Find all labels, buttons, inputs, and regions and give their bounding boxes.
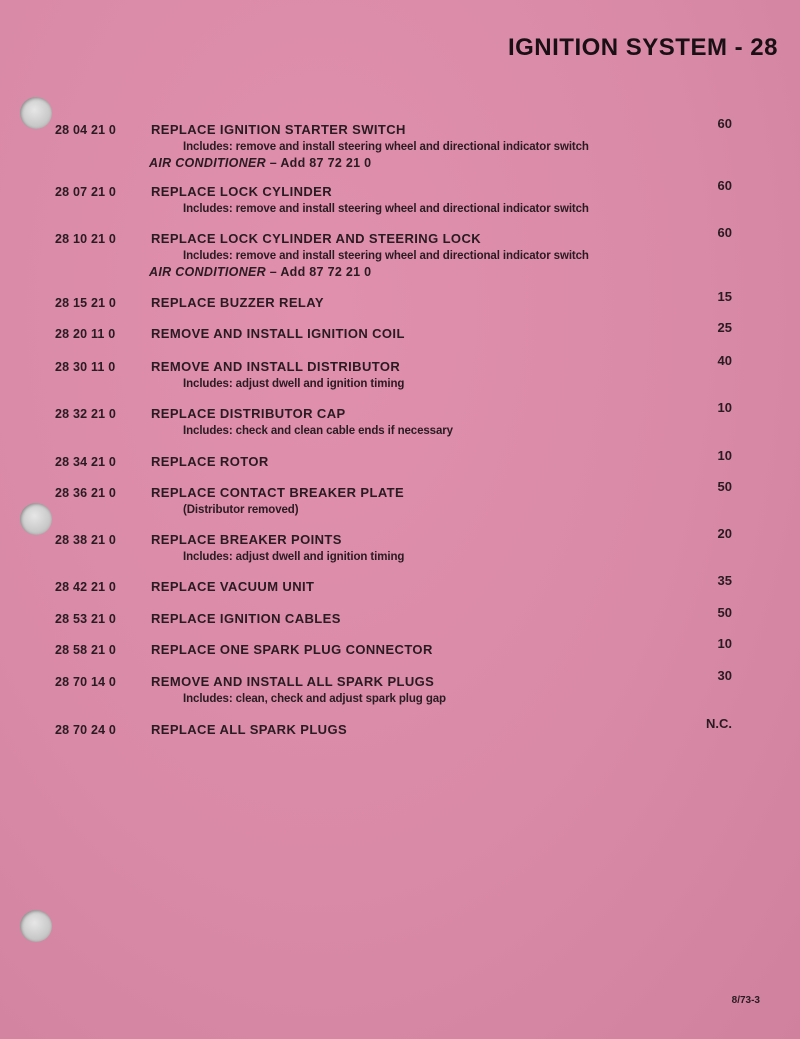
binder-hole [20, 503, 52, 535]
ac-text: – Add 87 72 21 0 [266, 156, 372, 170]
operation-time: 60 [717, 116, 732, 131]
air-conditioner-note [149, 155, 371, 171]
operation-code: 28 36 21 0 [55, 486, 117, 500]
operation-title: REMOVE AND INSTALL ALL SPARK PLUGS [151, 674, 435, 689]
operation-code: 28 38 21 0 [55, 533, 117, 547]
operation-time: 35 [717, 573, 732, 588]
operation-note: Includes: remove and install steering wheel and directional indicator switch [183, 141, 589, 153]
operation-note: Includes: check and clean cable ends if necessary [183, 425, 453, 437]
operation-time: 50 [717, 479, 732, 494]
operation-note: Includes: clean, check and adjust spark plug gap [183, 693, 446, 705]
operation-time: N.C. [706, 716, 732, 731]
operation-time: 10 [717, 636, 732, 651]
operation-code: 28 70 14 0 [55, 675, 117, 689]
operation-title: REMOVE AND INSTALL DISTRIBUTOR [151, 359, 401, 374]
operation-title: REPLACE BREAKER POINTS [151, 532, 342, 547]
operation-time: 60 [717, 178, 732, 193]
ac-label: AIR CONDITIONER [149, 265, 266, 279]
binder-hole [20, 910, 52, 942]
page-title: IGNITION SYSTEM - 28 [507, 34, 778, 61]
operation-title: REPLACE LOCK CYLINDER [151, 184, 333, 199]
operation-time: 10 [717, 400, 732, 415]
operation-note: (Distributor removed) [183, 504, 299, 516]
operation-time: 15 [717, 289, 732, 304]
operation-time: 60 [717, 225, 732, 240]
operation-title: REPLACE BUZZER RELAY [151, 295, 324, 310]
ac-text: – Add 87 72 21 0 [266, 265, 372, 279]
operation-code: 28 04 21 0 [55, 123, 117, 137]
operation-title: REPLACE ROTOR [151, 454, 269, 469]
operation-code: 28 70 24 0 [55, 723, 117, 737]
operation-title: REPLACE IGNITION STARTER SWITCH [151, 122, 406, 137]
operation-code: 28 58 21 0 [55, 643, 117, 657]
operation-title: REPLACE DISTRIBUTOR CAP [151, 406, 346, 421]
operation-title: REPLACE ONE SPARK PLUG CONNECTOR [151, 642, 433, 657]
binder-hole [20, 97, 52, 129]
operation-title: REPLACE ALL SPARK PLUGS [151, 722, 348, 737]
operation-time: 40 [717, 353, 732, 368]
operation-code: 28 07 21 0 [55, 185, 117, 199]
operation-code: 28 20 11 0 [55, 327, 116, 341]
operation-note: Includes: remove and install steering wheel and directional indicator switch [183, 203, 589, 215]
operation-code: 28 15 21 0 [55, 296, 117, 310]
operation-code: 28 10 21 0 [55, 232, 117, 246]
operation-time: 30 [717, 668, 732, 683]
operation-title: REPLACE VACUUM UNIT [151, 579, 315, 594]
operation-code: 28 30 11 0 [55, 360, 116, 374]
operation-code: 28 34 21 0 [55, 455, 117, 469]
operation-note: Includes: adjust dwell and ignition timing [183, 551, 405, 563]
operation-time: 25 [717, 320, 732, 335]
operation-time: 50 [717, 605, 732, 620]
ac-label: AIR CONDITIONER [149, 156, 266, 170]
operation-time: 20 [717, 526, 732, 541]
operation-title: REPLACE CONTACT BREAKER PLATE [151, 485, 405, 500]
operation-code: 28 42 21 0 [55, 580, 117, 594]
air-conditioner-note [149, 264, 371, 280]
operation-title: REMOVE AND INSTALL IGNITION COIL [151, 326, 405, 341]
operation-title: REPLACE LOCK CYLINDER AND STEERING LOCK [151, 231, 482, 246]
operation-title: REPLACE IGNITION CABLES [151, 611, 341, 626]
operation-code: 28 53 21 0 [55, 612, 117, 626]
operation-note: Includes: remove and install steering wheel and directional indicator switch [183, 250, 589, 262]
page-reference: 8/73-3 [731, 995, 760, 1006]
operation-note: Includes: adjust dwell and ignition timing [183, 378, 405, 390]
operation-code: 28 32 21 0 [55, 407, 117, 421]
operation-time: 10 [717, 448, 732, 463]
